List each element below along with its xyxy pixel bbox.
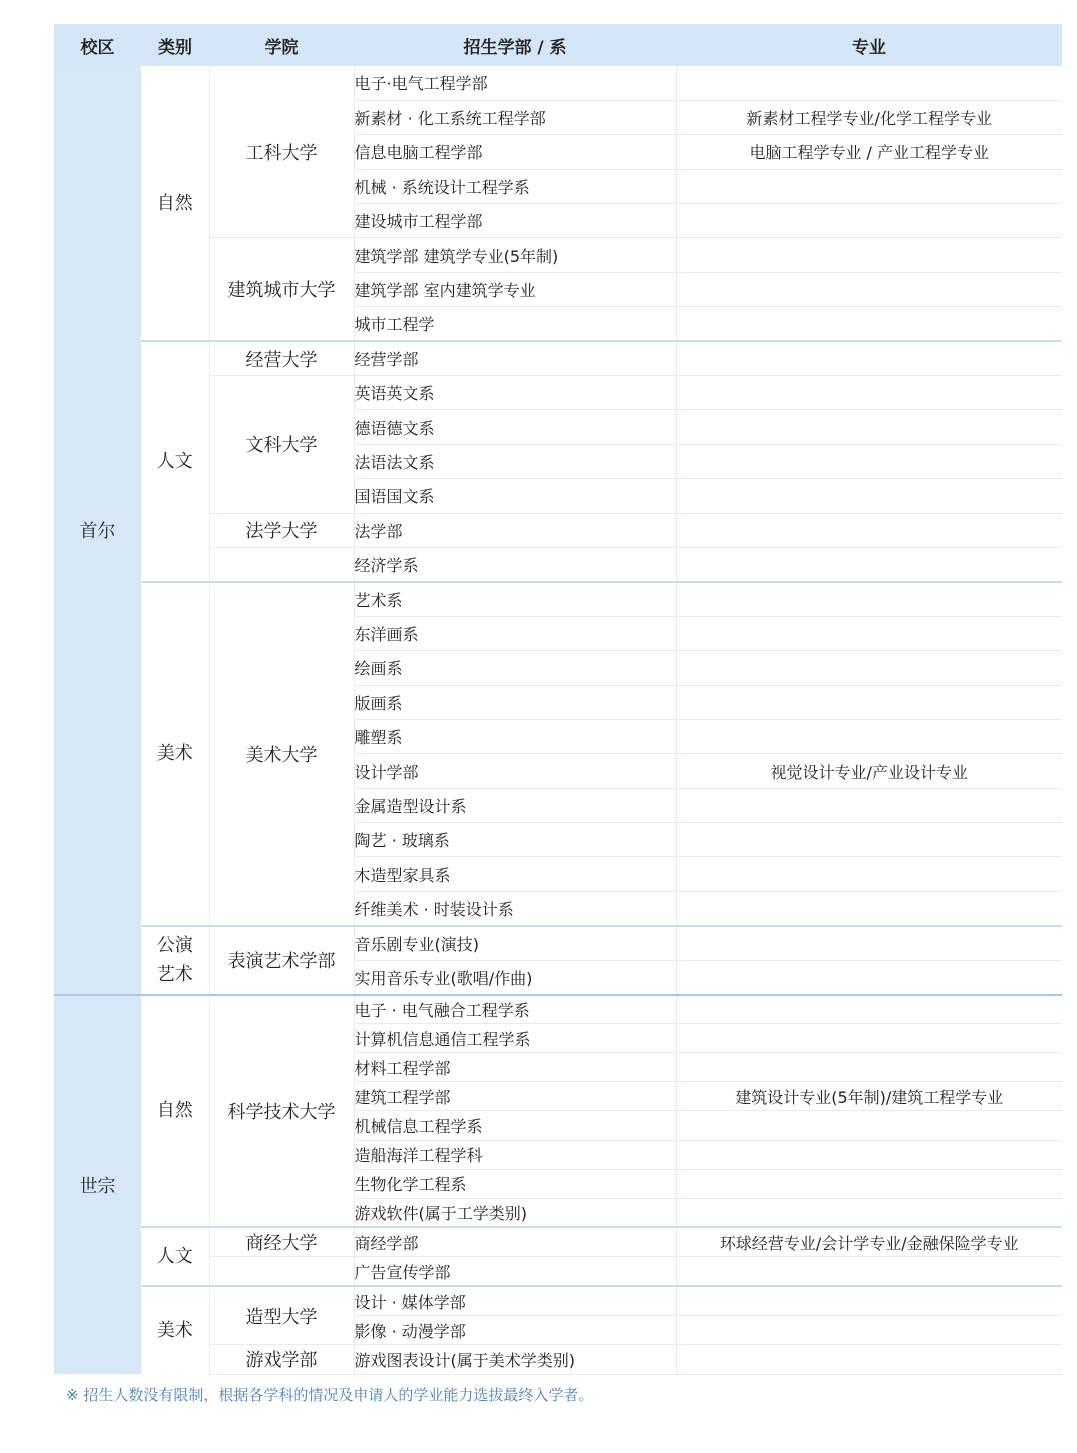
department-cell: 设计 · 媒体学部 xyxy=(354,1286,676,1315)
department-cell: 法语法文系 xyxy=(354,444,676,478)
college-cell: 表演艺术学部 xyxy=(209,926,354,995)
department-cell: 机械 · 系统设计工程学系 xyxy=(354,169,676,203)
major-cell xyxy=(676,444,1062,478)
department-cell: 影像 · 动漫学部 xyxy=(354,1316,676,1345)
major-cell: 电脑工程学专业 / 产业工程学专业 xyxy=(676,135,1062,169)
header-college: 学院 xyxy=(209,24,354,66)
major-cell xyxy=(676,823,1062,857)
department-cell: 陶艺 · 玻璃系 xyxy=(354,823,676,857)
table-row xyxy=(54,926,1062,960)
major-cell xyxy=(676,307,1062,341)
college-cell: 经营大学 xyxy=(209,341,354,375)
department-cell: 经济学系 xyxy=(354,547,676,581)
major-cell xyxy=(676,1345,1062,1374)
category-cell: 人文 xyxy=(141,341,209,582)
major-cell xyxy=(676,1111,1062,1140)
major-cell xyxy=(676,1198,1062,1227)
major-cell: 视觉设计专业/产业设计专业 xyxy=(676,754,1062,788)
major-cell xyxy=(676,547,1062,581)
category-cell: 自然 xyxy=(141,995,209,1228)
major-cell xyxy=(676,479,1062,513)
department-cell: 英语英文系 xyxy=(354,376,676,410)
department-cell: 商经学部 xyxy=(354,1227,676,1257)
major-cell xyxy=(676,513,1062,547)
major-cell: 新素材工程学专业/化学工程学专业 xyxy=(676,100,1062,134)
department-cell: 金属造型设计系 xyxy=(354,788,676,822)
department-cell: 新素材 · 化工系统工程学部 xyxy=(354,100,676,134)
department-cell: 艺术系 xyxy=(354,582,676,616)
college-cell: 游戏学部 xyxy=(209,1345,354,1374)
major-cell xyxy=(676,788,1062,822)
category-cell: 美术 xyxy=(141,582,209,926)
major-cell xyxy=(676,1257,1062,1287)
major-cell xyxy=(676,1169,1062,1198)
major-cell xyxy=(676,410,1062,444)
department-cell: 建设城市工程学部 xyxy=(354,204,676,238)
department-cell: 电子 · 电气融合工程学系 xyxy=(354,995,676,1024)
major-cell xyxy=(676,1286,1062,1315)
department-cell: 生物化学工程系 xyxy=(354,1169,676,1198)
header-department: 招生学部 / 系 xyxy=(354,24,676,66)
major-cell xyxy=(676,857,1062,891)
college-cell xyxy=(209,1257,354,1287)
category-cell: 公演 艺术 xyxy=(141,926,209,995)
department-cell: 纤维美术 · 时装设计系 xyxy=(354,891,676,925)
department-cell: 建筑工程学部 xyxy=(354,1082,676,1111)
category-cell: 人文 xyxy=(141,1227,209,1286)
admission-table xyxy=(54,24,1062,1375)
major-cell xyxy=(676,960,1062,994)
major-cell xyxy=(676,891,1062,925)
major-cell xyxy=(676,66,1062,100)
college-cell: 造型大学 xyxy=(209,1286,354,1344)
college-cell: 工科大学 xyxy=(209,66,354,238)
major-cell xyxy=(676,376,1062,410)
campus-cell: 首尔 xyxy=(54,66,141,995)
major-cell xyxy=(676,616,1062,650)
major-cell xyxy=(676,582,1062,616)
major-cell xyxy=(676,341,1062,375)
college-cell: 建筑城市大学 xyxy=(209,238,354,341)
department-cell: 游戏图表设计(属于美术学类别) xyxy=(354,1345,676,1374)
major-cell: 环球经营专业/会计学专业/金融保险学专业 xyxy=(676,1227,1062,1257)
department-cell: 法学部 xyxy=(354,513,676,547)
college-cell: 商经大学 xyxy=(209,1227,354,1257)
major-cell xyxy=(676,1316,1062,1345)
department-cell: 建筑学部 室内建筑学专业 xyxy=(354,272,676,306)
college-cell: 法学大学 xyxy=(209,513,354,547)
table-row xyxy=(54,66,1062,100)
college-cell: 美术大学 xyxy=(209,582,354,926)
college-cell: 科学技术大学 xyxy=(209,995,354,1228)
department-cell: 东洋画系 xyxy=(354,616,676,650)
major-cell: 建筑设计专业(5年制)/建筑工程学专业 xyxy=(676,1082,1062,1111)
major-cell xyxy=(676,204,1062,238)
major-cell xyxy=(676,685,1062,719)
major-cell xyxy=(676,719,1062,753)
department-cell: 音乐剧专业(演技) xyxy=(354,926,676,960)
table-row xyxy=(54,1227,1062,1257)
major-cell xyxy=(676,1140,1062,1169)
college-cell: 文科大学 xyxy=(209,376,354,514)
major-cell xyxy=(676,169,1062,203)
major-cell xyxy=(676,272,1062,306)
department-cell: 信息电脑工程学部 xyxy=(354,135,676,169)
campus-cell: 世宗 xyxy=(54,995,141,1375)
department-cell: 广告宣传学部 xyxy=(354,1257,676,1287)
department-cell: 造船海洋工程学科 xyxy=(354,1140,676,1169)
department-cell: 游戏软件(属于工学类别) xyxy=(354,1198,676,1227)
department-cell: 建筑学部 建筑学专业(5年制) xyxy=(354,238,676,272)
major-cell xyxy=(676,1024,1062,1053)
department-cell: 德语德文系 xyxy=(354,410,676,444)
major-cell xyxy=(676,651,1062,685)
department-cell: 雕塑系 xyxy=(354,719,676,753)
header-category: 类别 xyxy=(141,24,209,66)
category-cell: 美术 xyxy=(141,1286,209,1374)
table-header-row xyxy=(54,24,1062,66)
header-campus: 校区 xyxy=(54,24,141,66)
department-cell: 材料工程学部 xyxy=(354,1053,676,1082)
department-cell: 木造型家具系 xyxy=(354,857,676,891)
department-cell: 计算机信息通信工程学系 xyxy=(354,1024,676,1053)
department-cell: 设计学部 xyxy=(354,754,676,788)
major-cell xyxy=(676,1053,1062,1082)
major-cell xyxy=(676,926,1062,960)
department-cell: 绘画系 xyxy=(354,651,676,685)
department-cell: 版画系 xyxy=(354,685,676,719)
department-cell: 实用音乐专业(歌唱/作曲) xyxy=(354,960,676,994)
header-major: 专业 xyxy=(676,24,1062,66)
department-cell: 国语国文系 xyxy=(354,479,676,513)
table-row xyxy=(54,1286,1062,1315)
category-cell: 自然 xyxy=(141,66,209,341)
footnote: ※ 招生人数没有限制，根据各学科的情况及申请人的学业能力选拔最终入学者。 xyxy=(66,1386,594,1404)
department-cell: 电子·电气工程学部 xyxy=(354,66,676,100)
department-cell: 城市工程学 xyxy=(354,307,676,341)
major-cell xyxy=(676,995,1062,1024)
table-row xyxy=(54,341,1062,375)
department-cell: 机械信息工程学系 xyxy=(354,1111,676,1140)
table-row xyxy=(54,995,1062,1024)
department-cell: 经营学部 xyxy=(354,341,676,375)
major-cell xyxy=(676,238,1062,272)
college-cell xyxy=(209,547,354,581)
table-row xyxy=(54,582,1062,616)
